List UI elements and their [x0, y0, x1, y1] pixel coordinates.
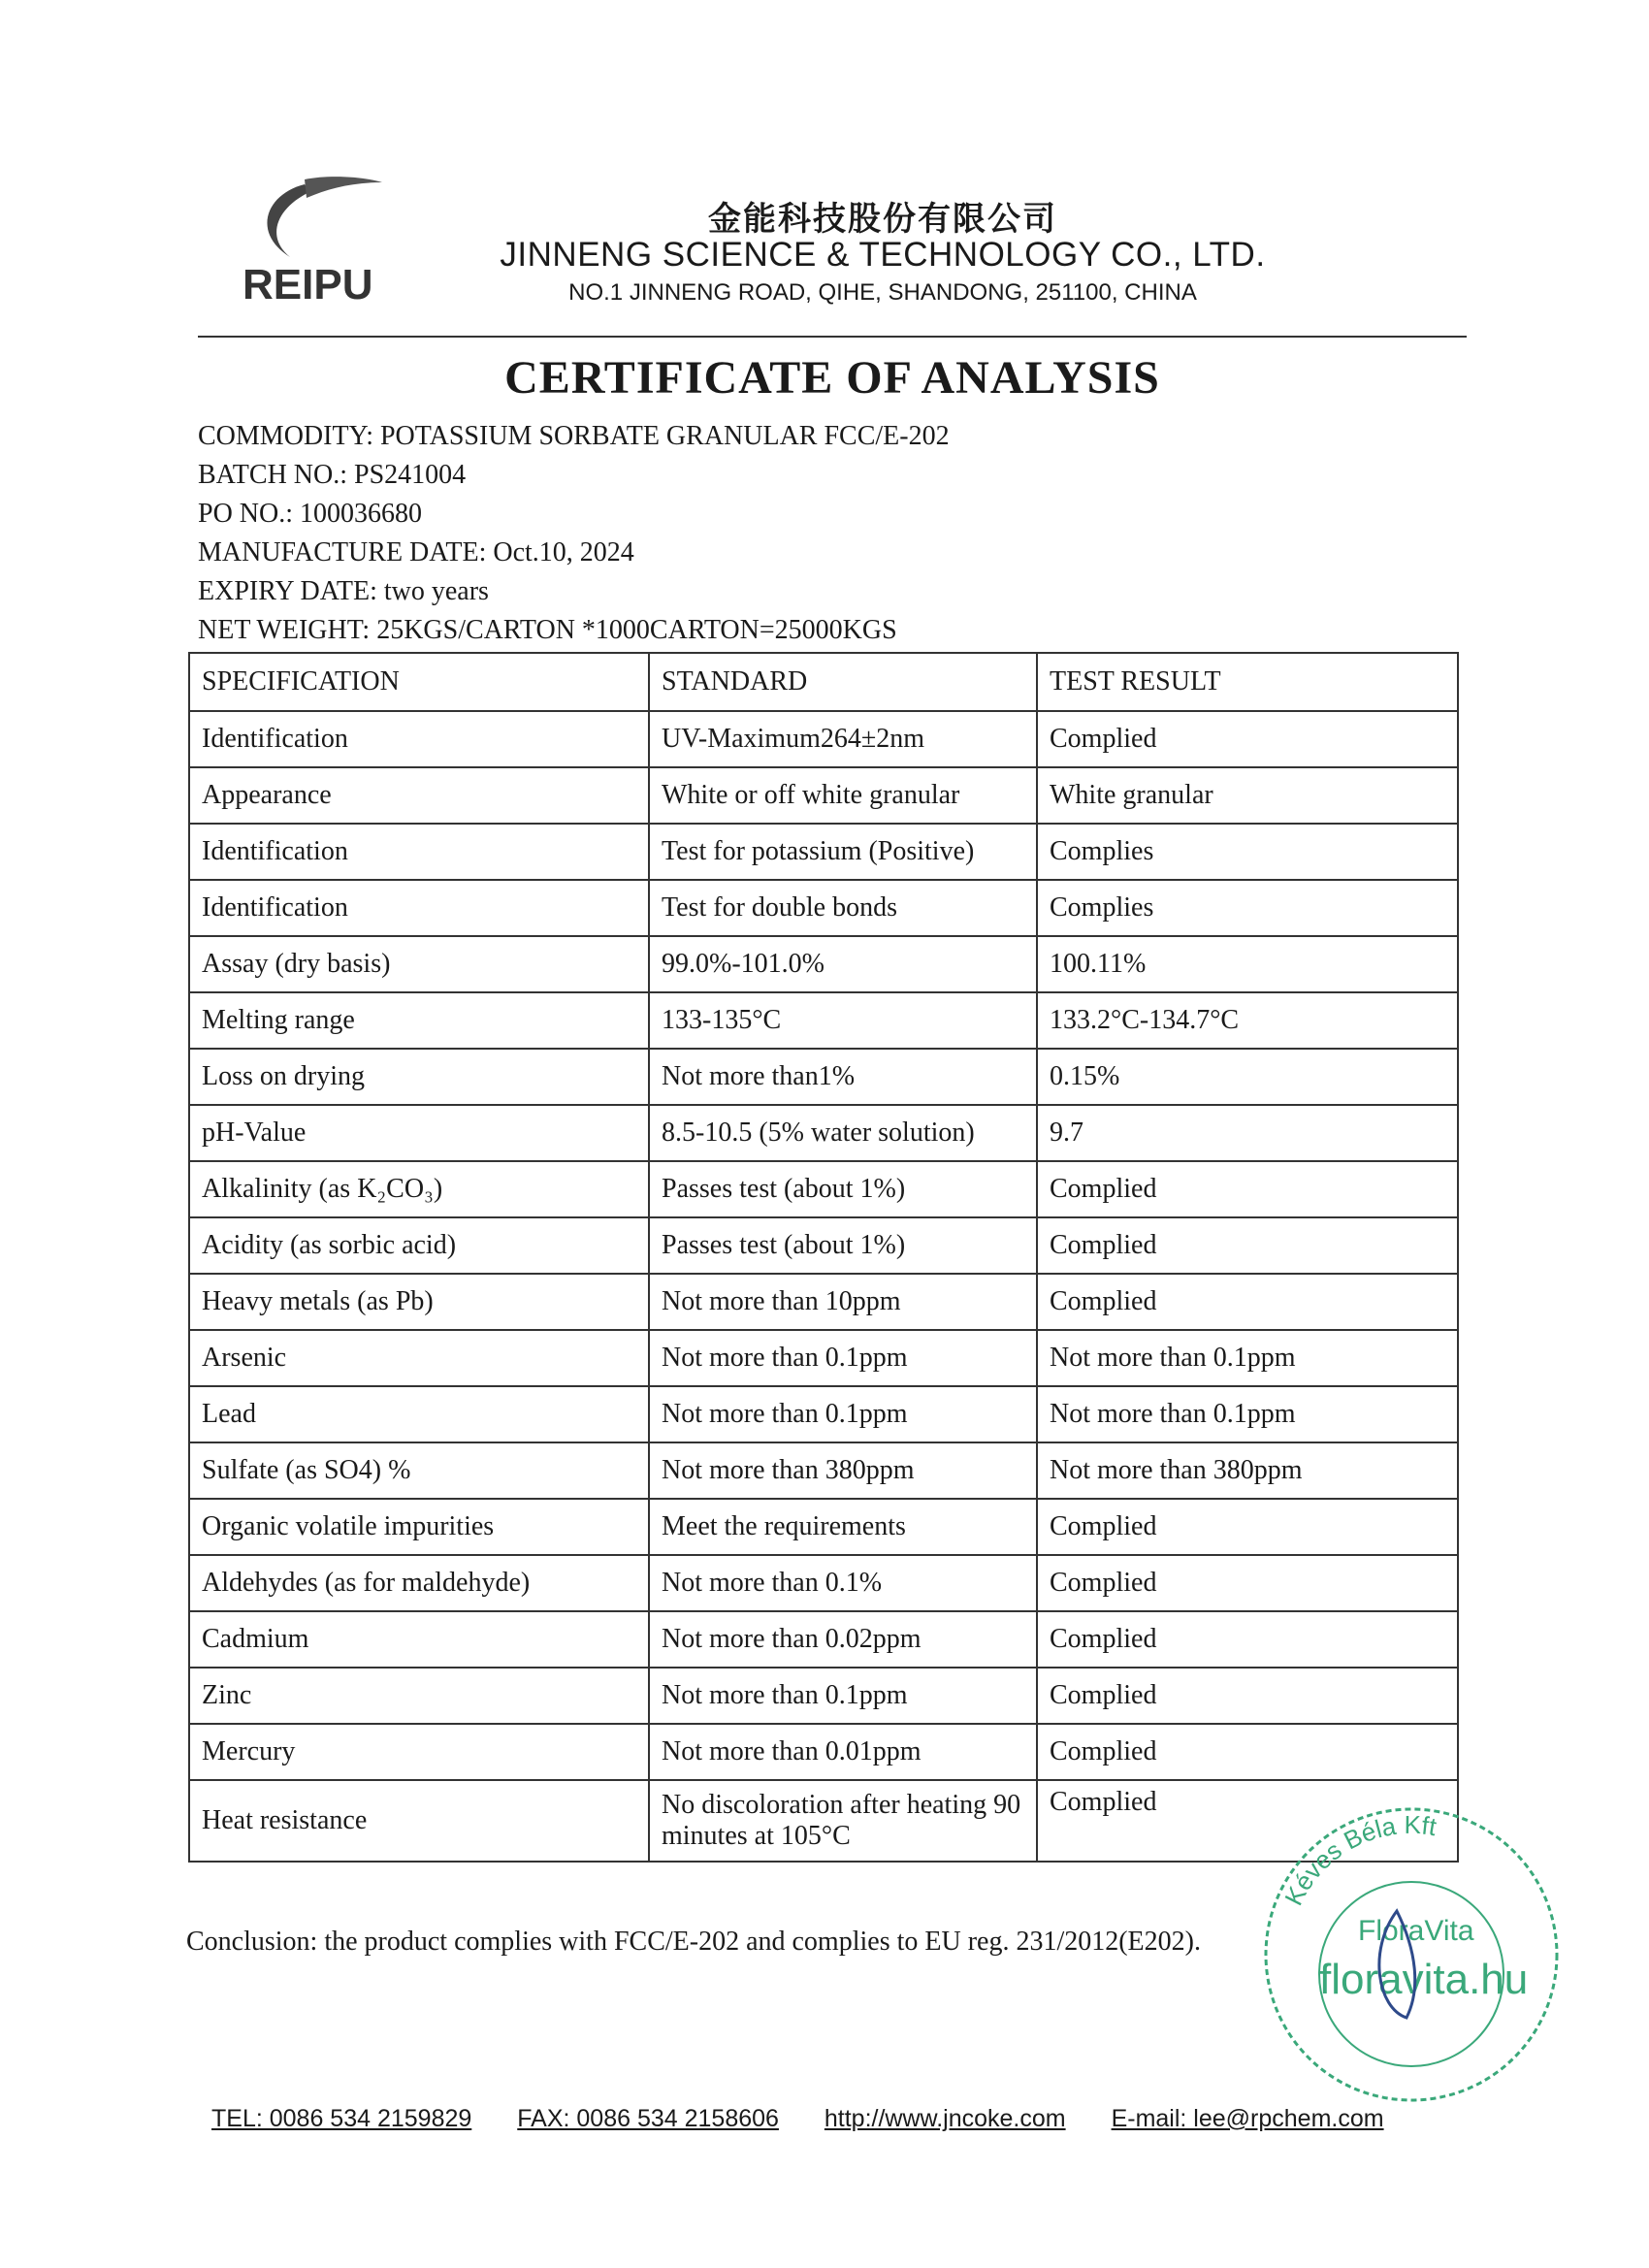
- spec-cell: Aldehydes (as for maldehyde): [189, 1555, 649, 1611]
- result-cell: Complied: [1037, 1611, 1458, 1668]
- standard-cell: Test for double bonds: [649, 880, 1037, 936]
- standard-cell: Not more than 0.01ppm: [649, 1724, 1037, 1780]
- standard-cell: 8.5-10.5 (5% water solution): [649, 1105, 1037, 1161]
- table-row: [189, 824, 1458, 880]
- spec-cell: Heat resistance: [189, 1780, 649, 1862]
- header-specification: SPECIFICATION: [189, 653, 649, 711]
- standard-cell: Not more than 0.1%: [649, 1555, 1037, 1611]
- result-cell: Not more than 380ppm: [1037, 1442, 1458, 1499]
- logo-text: REIPU: [242, 261, 373, 308]
- spec-cell: Identification: [189, 711, 649, 767]
- standard-cell: No discoloration after heating 90 minutes at 105°C: [649, 1780, 1037, 1862]
- spec-cell: Melting range: [189, 992, 649, 1049]
- result-cell: Complies: [1037, 880, 1458, 936]
- result-cell: 133.2°C-134.7°C: [1037, 992, 1458, 1049]
- standard-cell: White or off white granular: [649, 767, 1037, 824]
- footer-web-link[interactable]: http://www.jncoke.com: [824, 2105, 1066, 2132]
- standard-cell: Not more than 0.1ppm: [649, 1668, 1037, 1724]
- po-line: PO NO.: 100036680: [198, 499, 423, 529]
- spec-cell: Appearance: [189, 767, 649, 824]
- table-row: [189, 1442, 1458, 1499]
- document-title: CERTIFICATE OF ANALYSIS: [504, 352, 1160, 404]
- spec-cell: Alkalinity (as K₂CO₃): [189, 1161, 649, 1217]
- spec-cell: Cadmium: [189, 1611, 649, 1668]
- standard-cell: Passes test (about 1%): [649, 1217, 1037, 1274]
- standard-cell: Meet the requirements: [649, 1499, 1037, 1555]
- table-row: [189, 992, 1458, 1049]
- spec-cell: Mercury: [189, 1724, 649, 1780]
- company-name-chinese: 金能科技股份有限公司: [708, 200, 1057, 239]
- table-row: [189, 1049, 1458, 1105]
- company-stamp: [1251, 1795, 1571, 2115]
- commodity-line: COMMODITY: POTASSIUM SORBATE GRANULAR FCC/E-202: [198, 421, 950, 451]
- table-row: [189, 711, 1458, 767]
- result-cell: 100.11%: [1037, 936, 1458, 992]
- stamp-top-text: Kéves Béla Kft: [1278, 1809, 1439, 1910]
- company-logo: [237, 165, 392, 310]
- header-standard: STANDARD: [649, 653, 1037, 711]
- standard-cell: Not more than 0.1ppm: [649, 1330, 1037, 1386]
- result-cell: Not more than 0.1ppm: [1037, 1330, 1458, 1386]
- table-row: [189, 1668, 1458, 1724]
- standard-cell: Test for potassium (Positive): [649, 824, 1037, 880]
- expiry-date-line: EXPIRY DATE: two years: [198, 576, 489, 606]
- svg-text:Kéves Béla Kft: [1278, 1810, 1439, 1910]
- header-divider: [198, 336, 1467, 338]
- table-row: [189, 1499, 1458, 1555]
- standard-cell: Not more than1%: [649, 1049, 1037, 1105]
- table-row: [189, 1217, 1458, 1274]
- spec-cell: Organic volatile impurities: [189, 1499, 649, 1555]
- result-cell: 9.7: [1037, 1105, 1458, 1161]
- result-cell: Complied: [1037, 1217, 1458, 1274]
- stamp-site: floravita.hu: [1319, 1956, 1529, 2003]
- spec-cell: Zinc: [189, 1668, 649, 1724]
- standard-cell: Passes test (about 1%): [649, 1161, 1037, 1217]
- result-cell: White granular: [1037, 767, 1458, 824]
- footer-tel: TEL: 0086 534 2159829: [211, 2105, 472, 2132]
- table-row: [189, 936, 1458, 992]
- table-header-row: [189, 653, 1458, 711]
- spec-cell: Loss on drying: [189, 1049, 649, 1105]
- table-row: [189, 1724, 1458, 1780]
- spec-cell: Lead: [189, 1386, 649, 1442]
- result-cell: Complied: [1037, 711, 1458, 767]
- result-cell: 0.15%: [1037, 1049, 1458, 1105]
- conclusion-text: Conclusion: the product complies with FCC/E-202 and complies to EU reg. 231/2012(E202).: [186, 1927, 1201, 1957]
- standard-cell: UV-Maximum264±2nm: [649, 711, 1037, 767]
- table-row: [189, 1161, 1458, 1217]
- stamp-brand: FloraVita: [1358, 1915, 1474, 1947]
- table-row: [189, 1274, 1458, 1330]
- standard-cell: Not more than 380ppm: [649, 1442, 1037, 1499]
- result-cell: Complied: [1037, 1161, 1458, 1217]
- result-cell: Complied: [1037, 1555, 1458, 1611]
- spec-cell: Heavy metals (as Pb): [189, 1274, 649, 1330]
- spec-cell: Acidity (as sorbic acid): [189, 1217, 649, 1274]
- table-row: [189, 1555, 1458, 1611]
- spec-cell: Assay (dry basis): [189, 936, 649, 992]
- batch-line: BATCH NO.: PS241004: [198, 460, 467, 490]
- net-weight-line: NET WEIGHT: 25KGS/CARTON *1000CARTON=25000KGS: [198, 615, 897, 645]
- spec-cell: Arsenic: [189, 1330, 649, 1386]
- table-row: [189, 1330, 1458, 1386]
- result-cell: Complied: [1037, 1668, 1458, 1724]
- result-cell: Complies: [1037, 824, 1458, 880]
- standard-cell: 133-135°C: [649, 992, 1037, 1049]
- standard-cell: Not more than 10ppm: [649, 1274, 1037, 1330]
- spec-cell: Sulfate (as SO4) %: [189, 1442, 649, 1499]
- product-info: [198, 417, 950, 650]
- spec-cell: pH-Value: [189, 1105, 649, 1161]
- table-row: [189, 1386, 1458, 1442]
- result-cell: Complied: [1037, 1499, 1458, 1555]
- standard-cell: Not more than 0.02ppm: [649, 1611, 1037, 1668]
- spec-cell: Identification: [189, 880, 649, 936]
- footer-fax: FAX: 0086 534 2158606: [517, 2105, 779, 2132]
- result-cell: Complied: [1037, 1274, 1458, 1330]
- standard-cell: 99.0%-101.0%: [649, 936, 1037, 992]
- spec-cell: Identification: [189, 824, 649, 880]
- manufacture-date-line: MANUFACTURE DATE: Oct.10, 2024: [198, 537, 634, 567]
- table-row: [189, 880, 1458, 936]
- table-row: [189, 1611, 1458, 1668]
- analysis-table: [188, 652, 1459, 1863]
- header-test-result: TEST RESULT: [1037, 653, 1458, 711]
- contact-footer: [211, 2105, 1472, 2133]
- company-name-english: JINNENG SCIENCE & TECHNOLOGY CO., LTD.: [500, 236, 1266, 274]
- result-cell: Complied: [1037, 1724, 1458, 1780]
- standard-cell: Not more than 0.1ppm: [649, 1386, 1037, 1442]
- result-cell: Complied: [1037, 1780, 1458, 1862]
- company-address: NO.1 JINNENG ROAD, QIHE, SHANDONG, 251100, CHINA: [568, 279, 1197, 306]
- table-row: [189, 1105, 1458, 1161]
- result-cell: Not more than 0.1ppm: [1037, 1386, 1458, 1442]
- table-row: [189, 767, 1458, 824]
- footer-email-link[interactable]: E-mail: lee@rpchem.com: [1111, 2105, 1384, 2132]
